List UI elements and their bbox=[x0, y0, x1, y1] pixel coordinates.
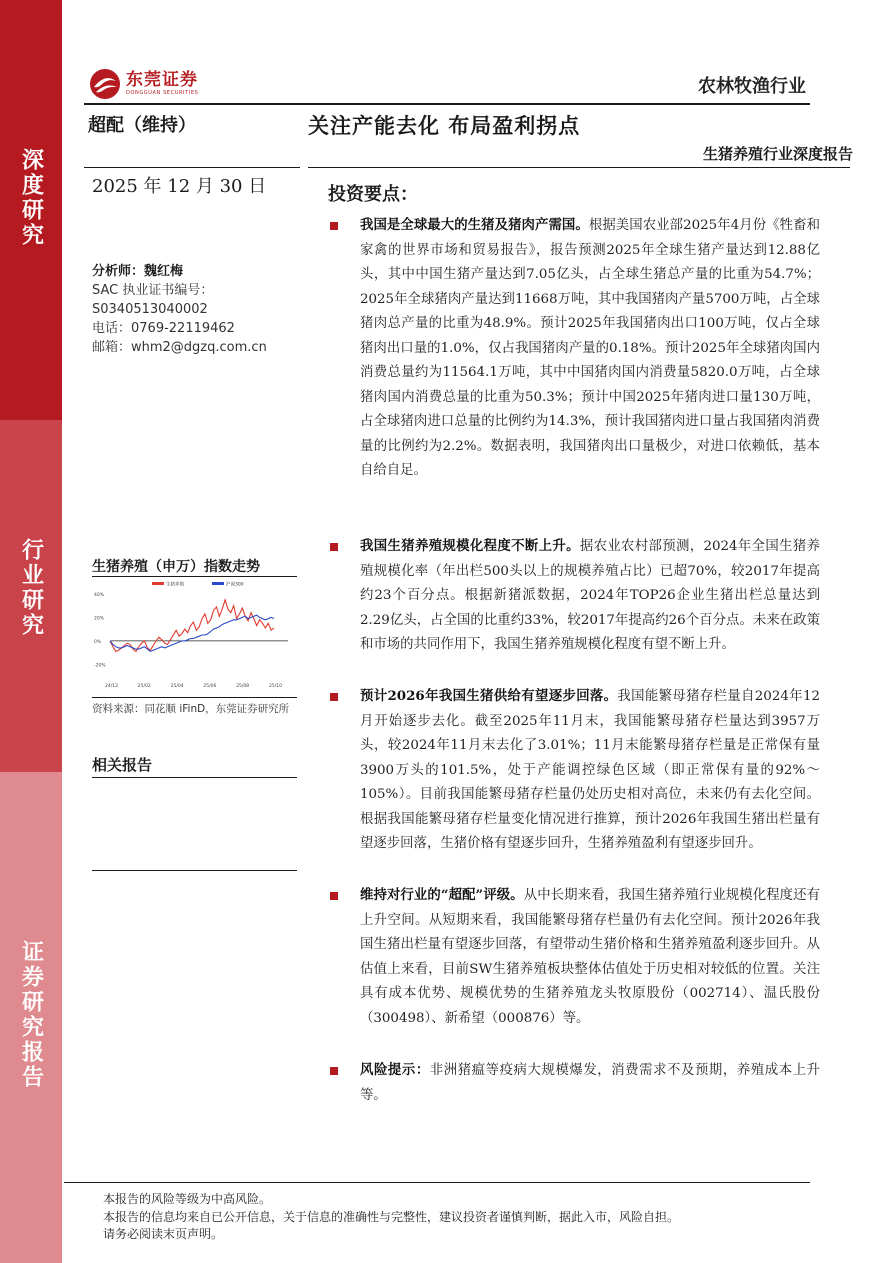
x-tick-label: 24/12 bbox=[105, 684, 118, 689]
legend-label: 沪深300 bbox=[226, 582, 244, 588]
report-title: 关注产能去化 布局盈利拐点 bbox=[308, 114, 581, 138]
x-tick-label: 25/10 bbox=[269, 684, 282, 689]
report-subtitle: 生猪养殖行业深度报告 bbox=[702, 145, 853, 163]
bullet-marker-icon bbox=[330, 543, 338, 551]
legend-label: 生猪养殖 bbox=[166, 582, 184, 588]
bullet-marker-icon bbox=[330, 892, 338, 900]
subtitle-divider bbox=[308, 167, 850, 168]
x-tick-label: 25/06 bbox=[203, 684, 217, 689]
y-tick-label: -20% bbox=[94, 663, 106, 669]
key-point-paragraph bbox=[360, 534, 820, 658]
chart-bottom-rule bbox=[92, 697, 297, 698]
key-point-lead: 我国生猪养殖规模化程度不断上升。 bbox=[360, 538, 580, 554]
logo-name-en: DONGGUAN SECURITIES bbox=[126, 90, 199, 96]
key-point-text: 非洲猪瘟等疫病大规模爆发，消费需求不及预期，养殖成本上升等。 bbox=[360, 1063, 821, 1103]
key-point-text: 据农业农村部预测，2024年全国生猪养殖规模化率（年出栏500头以上的规模养殖占比）已超70%，较2017年提高约23个百分点。根据新猪派数据，2024年TOP26企业生猪出栏总量达到2.29亿头，占全国的比重约33%，较2017年提高约26个百分点。未来在政策和市场的共同作用下，我国生猪养殖规模化程度有望不断上升。 bbox=[360, 539, 821, 652]
header-divider bbox=[84, 103, 810, 105]
analyst-phone: 电话：0769-22119462 bbox=[92, 321, 235, 336]
related-top-rule bbox=[92, 777, 297, 778]
key-point bbox=[330, 1058, 820, 1108]
side-band-industry-research bbox=[0, 420, 62, 772]
key-point-lead: 预计2026年我国生猪供给有望逐步回落。 bbox=[360, 688, 618, 704]
key-point bbox=[330, 534, 820, 658]
y-tick-label: 40% bbox=[94, 593, 105, 598]
key-point-lead: 维持对行业的“超配”评级。 bbox=[360, 887, 524, 903]
series-line-csi300 bbox=[110, 615, 274, 651]
bullet-marker-icon bbox=[330, 222, 338, 230]
analyst-name: 魏红梅 bbox=[144, 264, 184, 279]
read-statement-note: 请务必阅读末页声明。 bbox=[103, 1227, 224, 1241]
disclaimer bbox=[103, 1191, 679, 1244]
key-point-text: 我国能繁母猪存栏量自2024年12月开始逐步去化。截至2025年11月末，我国能繁母猪存栏量达到3957万头，较2024年11月末去化了3.01%；11月末能繁母猪存栏量是正常保有量3900万头的101.5%，处于产能调控绿色区域（即正常保有量的92%～105%）。目前我国能繁母猪存栏量仍处历史相对高位，未来仍有去化空间。根据我国能繁母猪存栏量变化情况进行推算，预计2026年我国生猪出栏量有望逐步回落，生猪价格有望逐步回升，生猪养殖盈利有望逐步回升。 bbox=[360, 689, 820, 851]
key-point bbox=[330, 684, 820, 857]
key-point-paragraph bbox=[360, 213, 820, 484]
chart-source: 资料来源：同花顺 iFinD，东莞证券研究所 bbox=[92, 703, 290, 715]
y-tick-label: 0% bbox=[94, 639, 102, 645]
chart-top-rule bbox=[92, 576, 297, 577]
side-band-label: 深度研究 bbox=[18, 148, 44, 248]
side-band-securities-report bbox=[0, 772, 62, 1263]
analyst-info bbox=[92, 262, 267, 357]
legend-swatch bbox=[152, 582, 164, 585]
key-point-paragraph bbox=[360, 883, 820, 1031]
analyst-label: 分析师： bbox=[92, 264, 145, 279]
footer-divider bbox=[64, 1182, 810, 1183]
info-source-note: 本报告的信息均来自已公开信息，关于信息的准确性与完整性，建议投资者谨慎判断，据此入市，风险自担。 bbox=[103, 1209, 680, 1224]
index-trend-chart-svg bbox=[92, 578, 297, 696]
y-tick-label: 20% bbox=[94, 616, 105, 622]
side-band-label: 行业研究 bbox=[18, 538, 44, 638]
logo-emblem-icon bbox=[88, 68, 122, 100]
key-point-text: 从中长期来看，我国生猪养殖行业规模化程度还有上升空间。从短期来看，我国能繁母猪存栏量仍有去化空间。预计2026年我国生猪出栏量有望逐步回落，有望带动生猪价格和生猪养殖盈利逐步回升。从估值上来看，目前SW生猪养殖板块整体估值处于历史相对较低的位置。关注具有成本优势、规模优势的生猪养殖龙头牧原股份（002714）、温氏股份（300498）、新希望（000876）等。 bbox=[360, 888, 820, 1026]
x-tick-label: 25/02 bbox=[137, 684, 151, 689]
report-date: 2025 年 12 月 30 日 bbox=[92, 176, 267, 197]
key-point bbox=[330, 883, 820, 1031]
key-point-text: 根据美国农业部2025年4月份《牲畜和家禽的世界市场和贸易报告》，报告预测2025年全球生猪产量达到12.88亿头，其中中国生猪产量达到7.05亿头，占全球生猪总产量的比重为54.7%；2025年全球猪肉产量达到11668万吨，其中我国猪肉产量5700万吨，占全球猪肉总产量的比重为48.9%。预计2025年我国猪肉出口100万吨，仅占全球猪肉出口量的1.0%，仅占我国猪肉产量的0.18%。预计2025年全球猪肉国内消费总量约为11564.1万吨，其中中国猪肉国内消费量5820.0万吨，占全球猪肉国内消费总量的比重为50.3%；预计中国2025年猪肉进口量130万吨，占全球猪肉进口总量的比例约为14.3%，预计我国猪肉进口量占我国猪肉消费量的比例约为2.2%。数据表明，我国猪肉出口量极少，对进口依赖低，基本自给自足。 bbox=[360, 218, 820, 478]
side-band-label: 证券研究报告 bbox=[18, 940, 44, 1090]
side-band-deep-research bbox=[0, 0, 62, 420]
bullet-marker-icon bbox=[330, 693, 338, 701]
legend-swatch bbox=[212, 582, 224, 585]
risk-level-note: 本报告的风险等级为中高风险。 bbox=[103, 1192, 272, 1206]
sidebar-divider bbox=[84, 167, 300, 168]
section-title: 投资要点： bbox=[328, 184, 418, 205]
x-tick-label: 25/04 bbox=[170, 684, 184, 689]
analyst-row bbox=[92, 262, 267, 281]
key-point-paragraph bbox=[360, 684, 820, 857]
index-trend-chart bbox=[92, 578, 297, 696]
key-point bbox=[330, 213, 820, 484]
related-bottom-rule bbox=[92, 870, 297, 871]
bullet-marker-icon bbox=[330, 1067, 338, 1075]
related-reports-title: 相关报告 bbox=[92, 756, 153, 774]
key-point-paragraph bbox=[360, 1058, 820, 1108]
x-tick-label: 25/08 bbox=[236, 684, 250, 689]
analyst-email: 邮箱：whm2@dgzq.com.cn bbox=[92, 340, 267, 355]
key-point-lead: 我国是全球最大的生猪及猪肉产需国。 bbox=[360, 217, 589, 233]
rating-label: 超配（维持） bbox=[88, 115, 196, 136]
sac-number: S0340513040002 bbox=[92, 302, 208, 317]
series-line-hog-index bbox=[110, 600, 274, 652]
sac-label: SAC 执业证书编号： bbox=[92, 283, 214, 298]
logo-name-cn: 东莞证券 bbox=[126, 70, 198, 90]
chart-title: 生猪养殖（申万）指数走势 bbox=[92, 559, 260, 575]
industry-label: 农林牧渔行业 bbox=[698, 76, 806, 97]
company-logo bbox=[88, 68, 198, 100]
key-point-lead: 风险提示： bbox=[360, 1062, 430, 1078]
